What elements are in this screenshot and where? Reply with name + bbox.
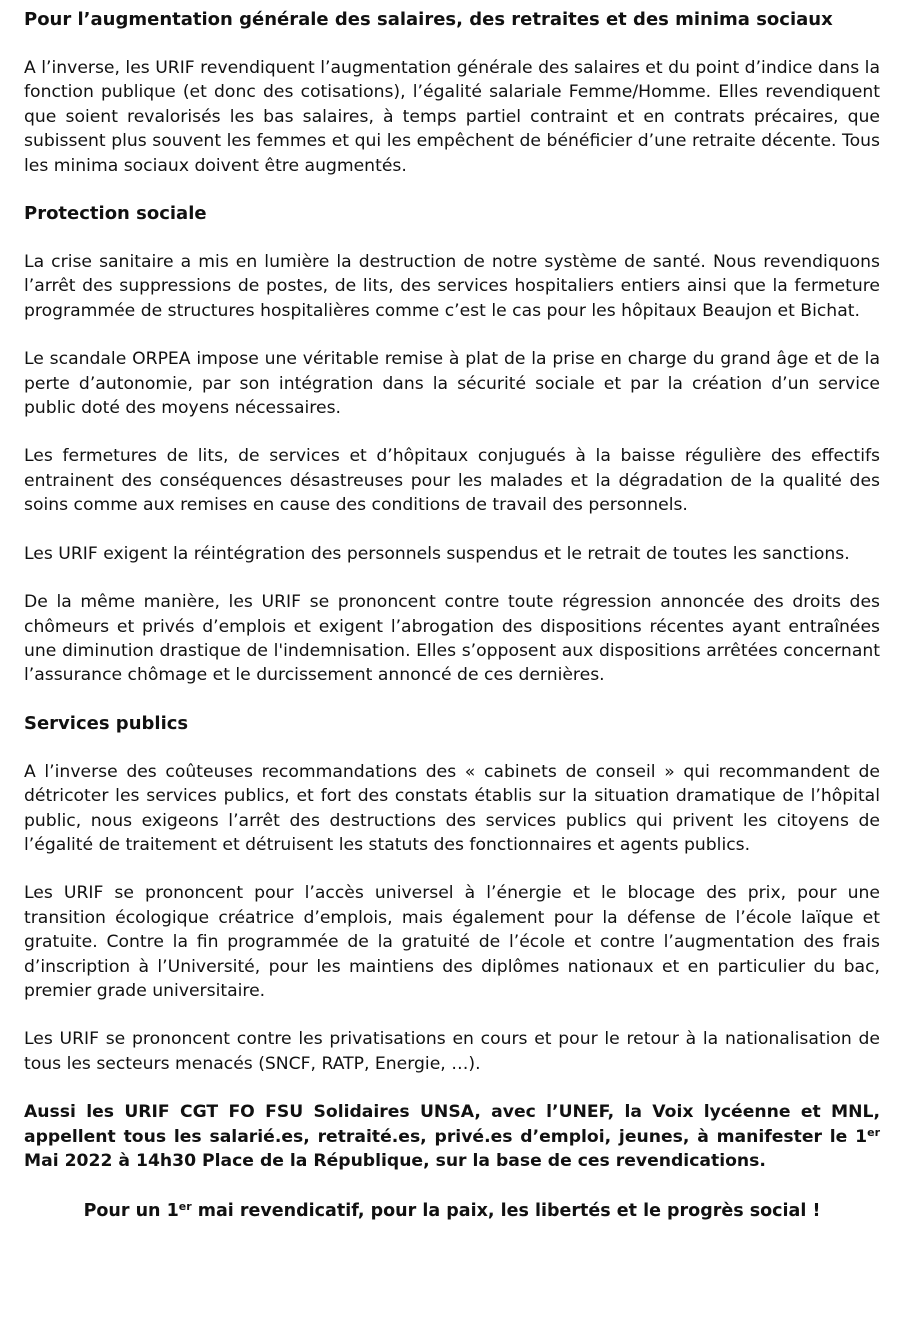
closing-slogan	[24, 1199, 880, 1223]
closing-superscript: er	[178, 1200, 192, 1214]
call-superscript: er	[867, 1125, 880, 1139]
paragraph-chomeurs: De la même manière, les URIF se prononcent contre toute régression annoncée des droits des chômeurs et privés d’emplois et exigent l’abrogation des dispositions récentes ayant entraînées une diminution drastique de l'indemnisation. Elles s’opposent aux dispositions arrêtées concernant l’assurance chômage et le durcissement annoncé de ces dernières.	[24, 592, 880, 686]
closing-text-before: Pour un 1	[83, 1201, 179, 1222]
paragraph-reintegration: Les URIF exigent la réintégration des personnels suspendus et le retrait de toutes les sanctions.	[24, 543, 850, 564]
call-text-after: Mai 2022 à 14h30 Place de la République, sur la base de ces revendications.	[24, 1151, 766, 1171]
section-heading-protection-sociale: Protection sociale	[24, 203, 207, 225]
paragraph-energie-ecole: Les URIF se prononcent pour l’accès universel à l’énergie et le blocage des prix, pour une transition écologique créatrice d’emplois, mais également pour la défense de l’école laïque et gratuite. Contre la fin programmée de la gratuité de l’école et contre l’augmentation des frais d’inscription à l’Université, pour les maintiens des diplômes nationaux et en particulier du bac, premier grade universitaire.	[24, 883, 880, 1001]
paragraph-crise-sanitaire: La crise sanitaire a mis en lumière la destruction de notre système de santé. Nous revendiquons l’arrêt des suppressions de postes, de lits, des services hospitaliers entiers ainsi que la fermeture programmée de structures hospitalières comme c’est le cas pour les hôpitaux Beaujon et Bichat.	[24, 252, 880, 321]
paragraph-privatisations: Les URIF se prononcent contre les privatisations en cours et pour le retour à la nationalisation de tous les secteurs menacés (SNCF, RATP, Energie, …).	[24, 1029, 880, 1074]
paragraph-cabinets-conseil: A l’inverse des coûteuses recommandations des « cabinets de conseil » qui recommandent de détricoter les services publics, et fort des constats établis sur la situation dramatique de l’hôpital public, nous exigeons l’arrêt des destructions des services publics qui privent les citoyens de l’égalité de traitement et détruisent les statuts des fonctionnaires et agents publics.	[24, 761, 880, 855]
paragraph-salaires: A l’inverse, les URIF revendiquent l’augmentation générale des salaires et du point d’indice dans la fonction publique (et donc des cotisations), l’égalité salariale Femme/Homme. Elles revendiquent que soient revalorisés les bas salaires, à temps partiel contraint et en contrats précaires, que subissent plus souvent les femmes et qui les empêchent de bénéficier d’une retraite décente. Tous les minima sociaux doivent être augmentés.	[24, 58, 880, 176]
section-heading-salaires: Pour l’augmentation générale des salaires, des retraites et des minima sociaux	[24, 9, 833, 30]
call-text-before: Aussi les URIF CGT FO FSU Solidaires UNSA, avec l’UNEF, la Voix lycéenne et MNL, appellent tous les salarié.es, retraité.es, privé.es d’emploi, jeunes, à manifester le 1	[24, 1102, 880, 1147]
call-to-action	[24, 1100, 880, 1173]
paragraph-orpea: Le scandale ORPEA impose une véritable remise à plat de la prise en charge du grand âge et de la perte d’autonomie, par son intégration dans la sécurité sociale et par la création d’un service public doté des moyens nécessaires.	[24, 349, 880, 419]
section-heading-services-publics: Services publics	[24, 712, 189, 734]
closing-text-after: mai revendicatif, pour la paix, les libertés et le progrès social !	[191, 1201, 821, 1222]
paragraph-fermetures: Les fermetures de lits, de services et d’hôpitaux conjugués à la baisse régulière des effectifs entrainent des conséquences désastreuses pour les malades et la dégradation de la qualité des soins comme aux remises en cause des conditions de travail des personnels.	[24, 446, 880, 516]
